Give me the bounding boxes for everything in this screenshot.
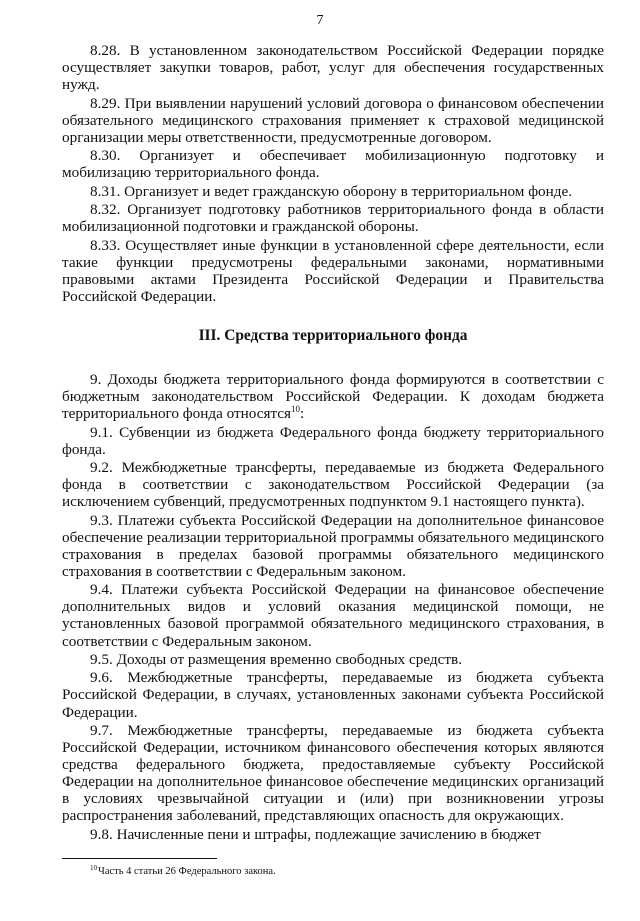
paragraph-8-29: 8.29. При выявлении нарушений условий договора о финансовом обеспечении обязательного медицинского страхования применяет к страховой медицинской организации меры ответственности, предусмотренные договором. (62, 94, 604, 146)
paragraph-8-30: 8.30. Организует и обеспечивает мобилизационную подготовку и мобилизацию территориального фонда. (62, 147, 604, 182)
paragraph-9-4: 9.4. Платежи субъекта Российской Федерации на финансовое обеспечение дополнительных видов и условий оказания медицинской помощи, не установленных базовой программой обязательного медицинского страхования, в соответствии с Федеральным законом. (62, 581, 604, 650)
section-heading: III. Средства территориального фонда (198, 326, 468, 344)
footnote-divider (62, 858, 217, 859)
page-number: 7 (316, 13, 324, 28)
footnote-text: Часть 4 статьи 26 Федерального закона. (98, 866, 276, 877)
paragraph-8-33: 8.33. Осуществляет иные функции в установленной сфере деятельности, если такие функции предусмотрены федеральными законами, нормативными правовыми актами Президента Российской Федерации и Правительства Российской Федерации. (62, 236, 604, 305)
footnote (90, 863, 276, 878)
paragraph-9-7: 9.7. Межбюджетные трансферты, передаваемые из бюджета субъекта Российской Федерации, источником финансового обеспечения которых являются средства федерального бюджета, предоставляемые субъекту Российской Федерации на дополнительное финансовое обеспечение медицинских организаций в условиях чрезвычайной ситуации и (или) при возникновении угрозы распространения заболеваний, представляющих опасность для окружающих. (62, 721, 604, 825)
footnote-reference: 10 (291, 404, 301, 415)
paragraph-9-text: 9. Доходы бюджета территориального фонда формируются в соответствии с бюджетным законодательством Российской Федерации. К доходам бюджета территориального фонда относятся (62, 370, 604, 423)
paragraph-9-8: 9.8. Начисленные пени и штрафы, подлежащие зачислению в бюджет (90, 825, 541, 843)
paragraph-9-colon: : (300, 405, 305, 423)
paragraph-8-31: 8.31. Организует и ведет гражданскую оборону в территориальном фонде. (90, 182, 573, 200)
paragraph-9-2: 9.2. Межбюджетные трансферты, передаваемые из бюджета Федерального фонда в соответствии с законодательством Российской Федерации (за исключением субвенций, предусмотренных подпунктом 9.1 настоящего пункта). (62, 459, 604, 511)
paragraph-8-28: 8.28. В установленном законодательством Российской Федерации порядке осуществляет закупки товаров, работ, услуг для обеспечения государственных нужд. (62, 42, 604, 94)
paragraph-9 (62, 371, 604, 422)
paragraph-9-5: 9.5. Доходы от размещения временно свободных средств. (90, 650, 463, 668)
footnote-mark: 10 (90, 863, 97, 872)
paragraph-9-6: 9.6. Межбюджетные трансферты, передаваемые из бюджета субъекта Российской Федерации, в случаях, установленных законами субъекта Российской Федерации. (62, 669, 604, 721)
document-body (62, 42, 604, 844)
paragraph-9-1: 9.1. Субвенции из бюджета Федерального фонда бюджету территориального фонда. (62, 423, 604, 458)
paragraph-9-3: 9.3. Платежи субъекта Российской Федерации на дополнительное финансовое обеспечение реализации территориальной программы обязательного медицинского страхования в пределах базовой программы обязательного медицинского страхования в соответствии с Федеральным законом. (62, 511, 604, 580)
paragraph-8-32: 8.32. Организует подготовку работников территориального фонда в области мобилизационной подготовки и гражданской обороны. (62, 201, 604, 236)
